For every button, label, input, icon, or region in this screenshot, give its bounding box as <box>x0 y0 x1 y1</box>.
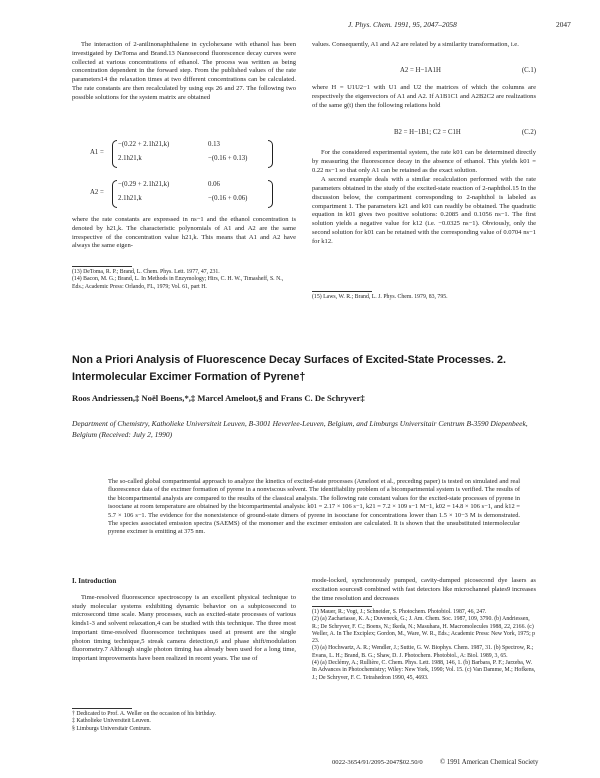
paragraph: values. Consequently, A1 and A2 are related by a similarity transformation, i.e. <box>312 41 519 48</box>
matrix-cell: 2.1h21,k <box>118 155 142 162</box>
footnote: § Limburgs Universitair Centrum. <box>72 725 152 732</box>
left-footnotes <box>72 269 296 291</box>
running-header <box>0 20 600 34</box>
footnote: (14) Bacon, M. G.; Brand, L. In Methods in Enzymology; Hirs, C. H. W., Timasheff, S. N., Eds.; Academic Press: Orlando, FL, 1979; Vol. 61, part H. <box>72 276 284 290</box>
article-title <box>72 352 552 386</box>
journal-citation: J. Phys. Chem. 1991, 95, 2047–2058 <box>348 20 457 29</box>
intro-footnotes <box>72 711 296 733</box>
introduction <box>72 577 296 664</box>
title-line: Intermolecular Excimer Formation of Pyrene† <box>72 371 306 383</box>
right-footnote: (15) Laws, W. R.; Brand, L. J. Phys. Chem. 1979, 83, 795. <box>312 294 448 300</box>
footnote: ‡ Katholieke Universiteit Leuven. <box>72 718 151 725</box>
reference-list <box>312 609 536 682</box>
reference: (1) Mauer, R.; Vogt, J.; Schneider, S. Photochem. Photobiol. 1987, 46, 247. <box>312 609 487 615</box>
equation-a1 <box>90 140 290 168</box>
equation-c1 <box>312 67 536 77</box>
bracket-left <box>112 180 117 208</box>
article-code: 0022-3654/91/2095-2047$02.50/0 <box>332 759 423 766</box>
abstract: The so-called global compartmental approach to analyze the kinetics of excited-state processes (Ameloot et al., preceding paper) is tested on simulated and real fluorescence data of the excimer formation of pyrene in a nonviscous solvent. The identifiability problem of a bicompartmental system is verified. The results of the bicompartmental analysis are compared to the results of the classical analysis. The following rate constant values for the excited-state processes of pyrene in isooctane at room temperature are obtained by the bicompartmental analysis: k01 = 2.17 × 106 s−1, k21 = 7.2 × 109 s−1 M−1, k02 = 14.8 × 106 s−1, and k12 = 5.7 × 106 s−1. The evidence for the nonexistence of ground-state dimers of pyrene in isooctane for concentrations lower than 1.5 × 10−3 M is demonstrated. The species associated emission spectra (SAEMS) of the monomer and the excimer emission are calculated. It is shown that the unsubstituted intermolecular pyrene excimer is emitting at 375 nm. <box>108 478 520 536</box>
left-column-top <box>72 41 296 102</box>
right-column-bottom <box>312 577 536 603</box>
reference: (3) (a) Hochwartz, A. R.; Wendler, J.; Suttie, G. W. Biophys. Chem. 1987, 31. (b) Spectrow, R.; Evans, L. H.; Brand, B. G.; Shaw, D. J. Photochem. Photobiol., A: Biol. 1989, 3, 65. <box>312 645 534 659</box>
paragraph: Time-resolved fluorescence spectroscopy is an excellent physical technique to study molecular systems exhibiting dynamic behavior on a subpicosecond to microsecond time scale. Many processes, such as excited-state processes of various kinds1-3 and solvent relaxation,4 can be studied with this technique. The three most important time-resolved fluorescence techniques used at present are the single photon timing technique,5 streak camera detection,6 and phase shift/modulation fluorometry.7 Although single photon timing has already been used for a long time, important improvements have been realized in recent years. The use of <box>72 593 296 662</box>
equation-body: A2 = H−1A1H <box>400 67 441 74</box>
right-column-top <box>312 41 536 50</box>
footnote: † Dedicated to Prof. A. Weller on the occasion of his birthday. <box>72 711 216 717</box>
paragraph: For the considered experimental system, the rate k01 can be determined directly by measuring the fluorescence decay in the absence of ethanol. This yields k01 = 0.22 ns−1 so that only A1 can be retained as the exact solution. <box>312 149 536 174</box>
matrix-cell: 0.06 <box>208 181 220 188</box>
paragraph: mode-locked, synchronously pumped, cavity-dumped picosecond dye lasers as excitation sources8 combined with fast detectors like microchannel plates9 increases the time resolution and decreases <box>312 577 536 602</box>
bracket-right <box>268 140 273 168</box>
left-column-continued <box>72 216 296 251</box>
equation-c2 <box>312 129 536 139</box>
matrix-cell: 2.1h21,k <box>118 195 142 202</box>
paragraph: The interaction of 2-anilinonaphthalene in cyclohexane with ethanol has been investigated by DeToma and Brand.13 Nanosecond fluorescence decay curves were collected at various concentrations of ethanol. The process was written as being concentration dependent in the forward step. From the published values of the rate parameters14 the relaxation times at two different concentrations can be calculated. The rate constants are then recalculated by using eqs 26 and 27. The following two possible solutions for the system matrix are obtained <box>72 41 296 101</box>
section-heading: I. Introduction <box>72 577 117 585</box>
bracket-right <box>268 180 273 208</box>
equation-body: B2 = H−1B1; C2 = C1H <box>394 129 461 136</box>
right-column-para2 <box>312 84 536 110</box>
equation-number: (C.2) <box>521 129 536 136</box>
copyright: © 1991 American Chemical Society <box>440 759 539 766</box>
paragraph: A second example deals with a similar recalculation performed with the rate parameters obtained in the study of the excited-state reaction of 2-naphthol.15 In the discussion below, the compartment corresponding to 2-naphthol is labeled as compartment 1. The parameters k21 and k01 can readily be obtained. The quadratic equation in k01 gives two positive solutions: 0.2085 and 0.1056 ns−1. The first solution yields a negative value for k12 (i.e. −0.0325 ns−1). Obviously, only the second solution for k01 can be retained with the corresponding value of 0.0704 ns−1 for k12. <box>312 176 536 245</box>
bracket-left <box>112 140 117 168</box>
eq-label: A2 = <box>90 189 104 196</box>
matrix-cell: −(0.16 + 0.13) <box>208 155 248 162</box>
reference: (2) (a) Zachariasse, K. A.; Duveneck, G.; J. Am. Chem. Soc. 1987, 109, 3790. (b) Andriessen, R.; De Schryver, F. C.; Boens, N.; Ikeda, N.; Masuhara, H. Macromolecules 1988, 22, 2166. (c) Weller, A. In The Exciplex; Gordon, M., Ware, W. R., Eds.; Academic Press: New York, 1975; p 23. <box>312 616 536 645</box>
page-number: 2047 <box>556 20 571 29</box>
equation-a2 <box>90 180 290 208</box>
right-column-para3 <box>312 149 536 246</box>
equation-number: (C.1) <box>521 67 536 74</box>
paragraph: where H = U1U2−1 with U1 and U2 the matrices of which the columns are respectively the eigenvectors of A1 and A2. If A1B1C1 and A2B2C2 are realizations of the same g(t) then the following relations hold <box>312 84 536 109</box>
matrix-cell: 0.13 <box>208 141 220 148</box>
reference: (4) (a) Declémy, A.; Rullière, C. Chem. Phys. Lett. 1988, 146, 1. (b) Barbara, P. F.; Jarzeba, W. In Advances in Photochemistry; Wiley: New York, 1990; Vol. 15. (c) Van Damme, M.; Hofkens, J.; De Schryver, F. C. Tetrahedron 1990, 45, 4693. <box>312 660 536 681</box>
affiliation: Department of Chemistry, Katholieke Universiteit Leuven, B-3001 Heverlee-Leuven, Belgium, and Limburgs Universitair Centrum B-3590 Diepenbeek, Belgium (Received: July 2, 1990) <box>72 419 528 439</box>
title-line: Non a Priori Analysis of Fluorescence Decay Surfaces of Excited-State Processes. 2. <box>72 354 507 366</box>
eq-label: A1 = <box>90 149 104 156</box>
matrix-cell: −(0.16 + 0.06) <box>208 195 248 202</box>
author-list: Roos Andriessen,‡ Noël Boens,*,‡ Marcel Ameloot,§ and Frans C. De Schryver‡ <box>72 393 365 403</box>
matrix-cell: −(0.22 + 2.1h21,k) <box>118 141 170 148</box>
matrix-cell: −(0.29 + 2.1h21,k) <box>118 181 170 188</box>
paragraph: where the rate constants are expressed in ns−1 and the ethanol concentration is denoted by h21,k. The characteristic polynomials of A1 and A2 are the same irrespective of the concentration value h21,k. This means that A1 and A2 have always the same eigen- <box>72 216 296 250</box>
footnote: (13) DeToma, R. P.; Brand, L. Chem. Phys. Lett. 1977, 47, 231. <box>72 269 220 275</box>
footnote-rule <box>72 708 132 709</box>
footnote-rule <box>312 606 372 607</box>
footnote-rule <box>72 266 132 267</box>
footnote-rule <box>312 291 372 292</box>
